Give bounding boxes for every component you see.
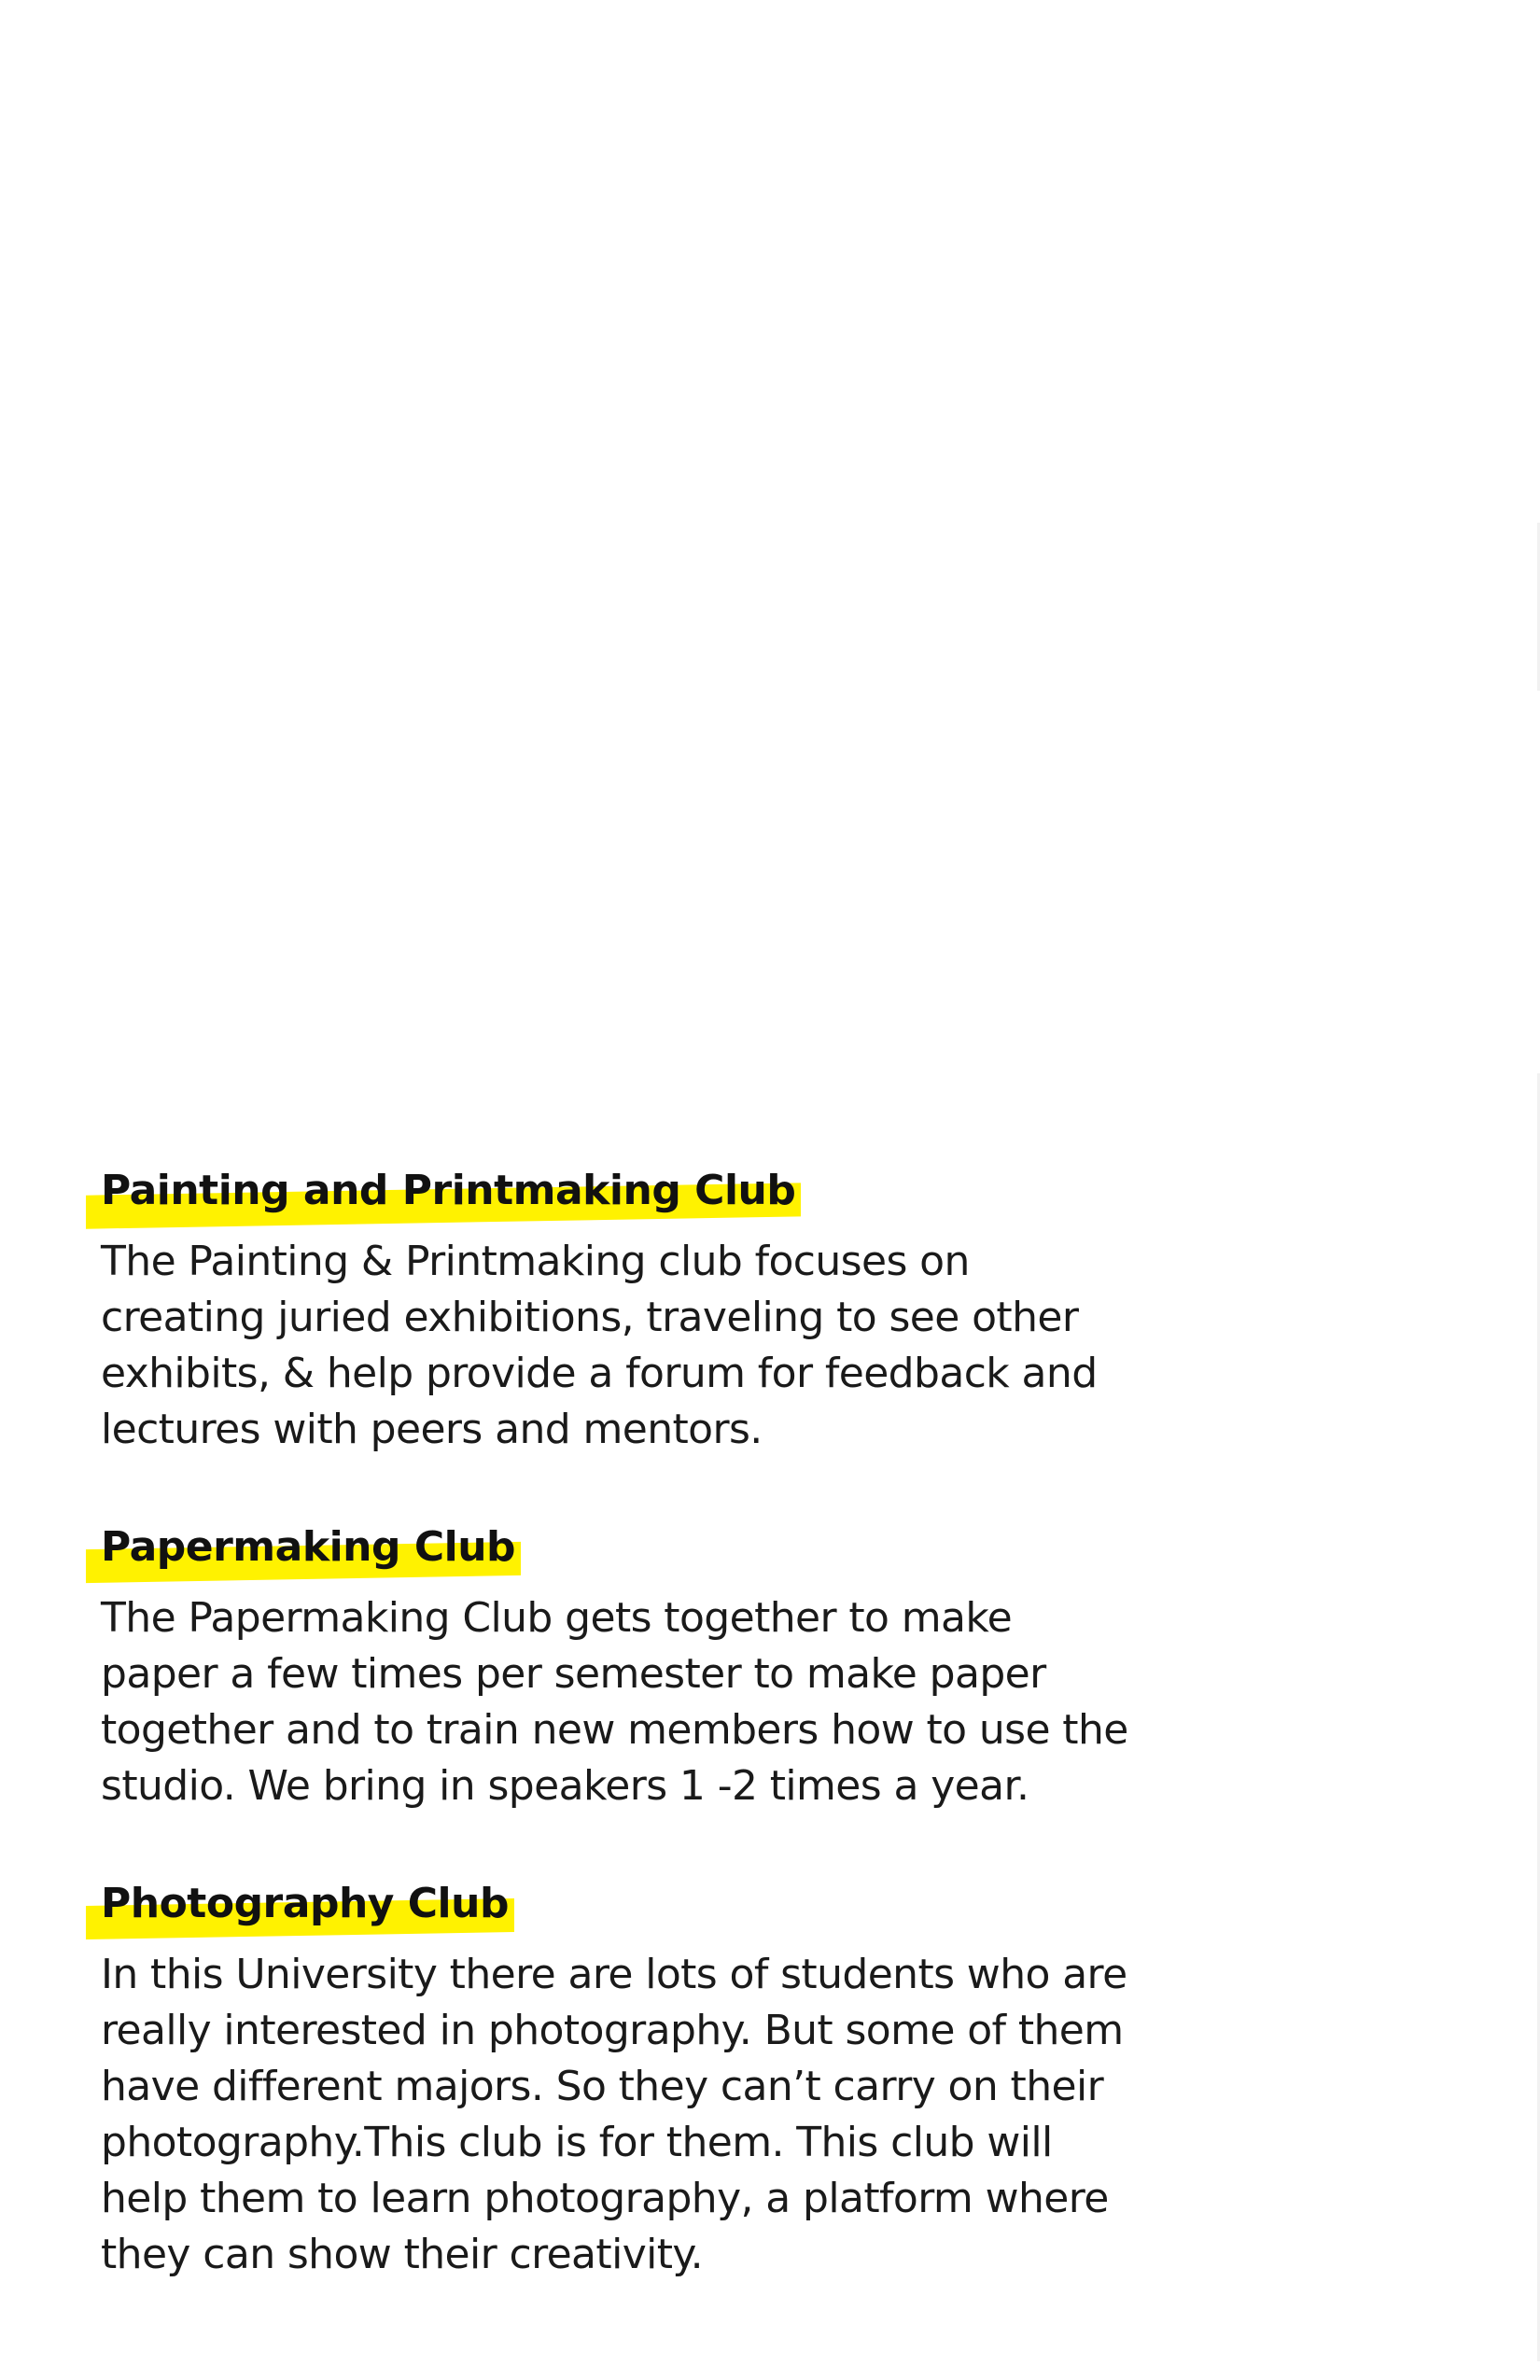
section-heading: Papermaking Club — [101, 1523, 516, 1571]
section-body — [101, 1590, 1183, 1814]
body-line: photography.This club is for them. This club will — [101, 2119, 1053, 2166]
body-line: In this University there are lots of students who are — [101, 1951, 1127, 1998]
body-line: studio. We bring in speakers 1 -2 times a year. — [101, 1762, 1029, 1810]
body-line: paper a few times per semester to make paper — [101, 1650, 1046, 1698]
body-line: help them to learn photography, a platform where — [101, 2175, 1109, 2222]
body-line: really interested in photography. But some of them — [101, 2007, 1124, 2054]
body-line: creating juried exhibitions, traveling to see other — [101, 1294, 1079, 1341]
section-body — [101, 1234, 1183, 1458]
club-section-painting — [101, 1165, 1183, 1458]
body-line: have different majors. So they can’t carry on their — [101, 2063, 1104, 2110]
club-section-papermaking — [101, 1521, 1183, 1814]
body-line: exhibits, & help provide a forum for feedback and — [101, 1350, 1098, 1397]
body-line: The Painting & Printmaking club focuses on — [101, 1238, 970, 1285]
body-line: together and to train new members how to use the — [101, 1706, 1128, 1754]
section-body — [101, 1947, 1183, 2283]
section-heading-wrap — [101, 1521, 515, 1574]
section-heading: Painting and Printmaking Club — [101, 1167, 796, 1214]
section-heading-wrap — [101, 1165, 795, 1217]
section-heading-wrap — [101, 1878, 509, 1930]
section-heading: Photography Club — [101, 1880, 509, 1927]
body-line: lectures with peers and mentors. — [101, 1406, 763, 1453]
club-section-photography — [101, 1878, 1183, 2283]
body-line: The Papermaking Club gets together to make — [101, 1594, 1013, 1642]
body-line: they can show their creativity. — [101, 2231, 703, 2278]
